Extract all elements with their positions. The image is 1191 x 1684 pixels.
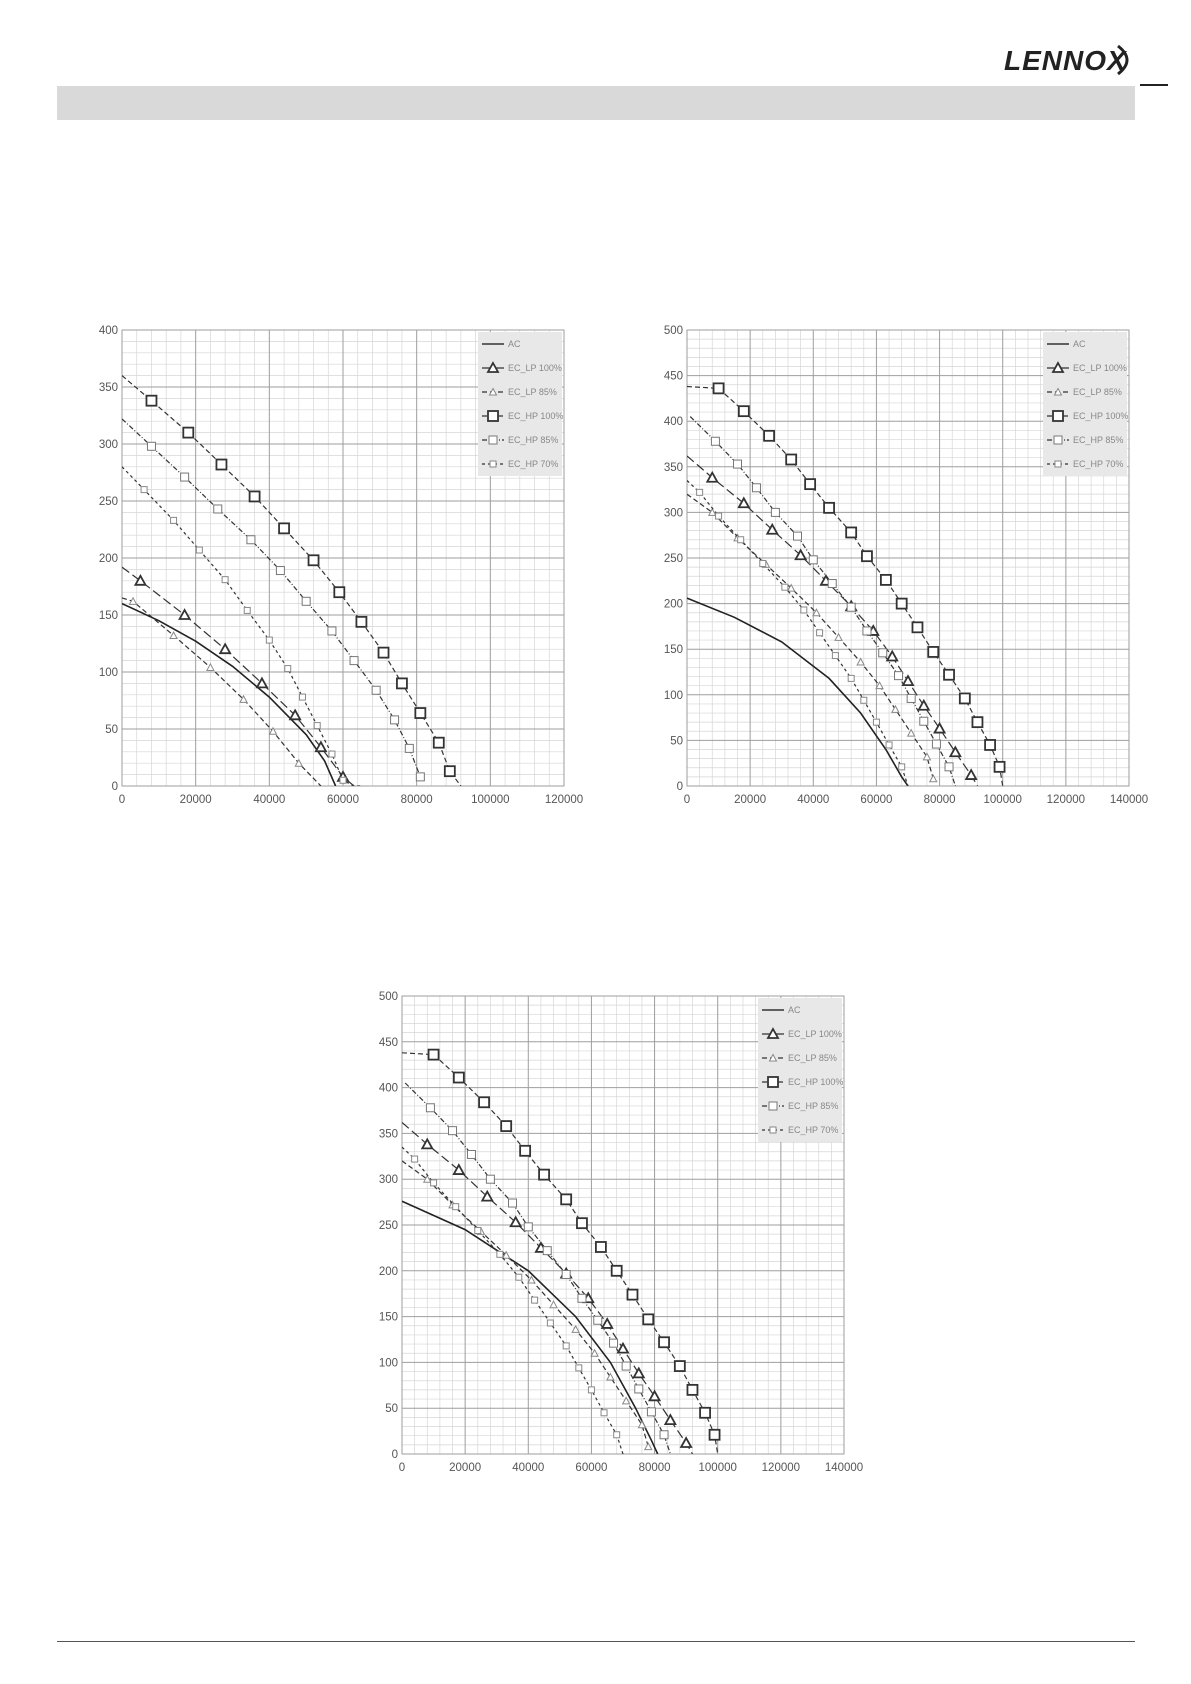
y-tick-label: 500 [378, 991, 398, 1003]
data-point [817, 630, 823, 636]
data-point [879, 649, 887, 657]
data-point [945, 763, 953, 771]
data-point [244, 607, 250, 613]
legend-label: AC [508, 339, 521, 349]
data-point [846, 527, 856, 537]
data-point [501, 1121, 511, 1131]
data-point [379, 648, 389, 658]
x-tick-label: 0 [398, 1462, 406, 1474]
data-point [563, 1343, 569, 1349]
y-tick-label: 50 [670, 735, 683, 748]
data-point [328, 627, 336, 635]
data-point [475, 1227, 481, 1233]
data-point [627, 1290, 637, 1300]
data-point [391, 716, 399, 724]
x-tick-label: 60000 [575, 1462, 608, 1474]
data-point [614, 1432, 620, 1438]
data-point [739, 406, 749, 416]
data-point [412, 1156, 418, 1162]
data-point [862, 551, 872, 561]
data-point [622, 1362, 630, 1370]
data-point [562, 1270, 570, 1278]
x-tick-label: 20000 [449, 1462, 482, 1474]
legend-label: EC_HP 70% [508, 459, 559, 469]
y-tick-label: 0 [676, 781, 683, 793]
x-tick-label: 100000 [698, 1462, 737, 1474]
data-point [912, 622, 922, 632]
y-tick-label: 100 [378, 1357, 398, 1370]
legend-label: EC_LP 85% [508, 387, 557, 397]
data-point [824, 503, 834, 513]
y-tick-label: 50 [105, 724, 118, 736]
data-point [801, 607, 807, 613]
fan-curve-chart-2 [663, 325, 1149, 810]
legend-marker [769, 1102, 777, 1110]
footer-rule [57, 1641, 1135, 1642]
x-tick-label: 60000 [860, 794, 893, 806]
x-tick-label: 100000 [471, 794, 510, 806]
data-point [760, 560, 766, 566]
data-point [479, 1097, 489, 1107]
data-point [886, 742, 892, 748]
data-point [146, 396, 156, 406]
data-point [588, 1387, 594, 1393]
x-tick-label: 20000 [734, 794, 767, 806]
data-point [350, 657, 358, 665]
legend-label: EC_HP 85% [1073, 435, 1124, 445]
x-tick-label: 80000 [638, 1462, 671, 1474]
legend-label: EC_LP 85% [788, 1053, 837, 1063]
data-point [543, 1247, 551, 1255]
data-point [647, 1408, 655, 1416]
legend-box [758, 998, 842, 1142]
x-tick-label: 120000 [1046, 794, 1086, 806]
y-tick-label: 200 [378, 1265, 398, 1278]
data-point [214, 505, 222, 513]
data-point [697, 489, 703, 495]
legend-label: EC_HP 85% [788, 1101, 839, 1111]
legend-marker [1054, 436, 1062, 444]
data-point [601, 1410, 607, 1416]
legend-label: EC_HP 70% [788, 1125, 839, 1135]
data-point [594, 1316, 602, 1324]
data-point [881, 575, 891, 585]
data-point [716, 513, 722, 519]
x-tick-label: 100000 [983, 794, 1022, 806]
data-point [276, 567, 284, 575]
y-tick-label: 250 [663, 553, 683, 565]
legend-marker [488, 411, 498, 421]
legend-label: EC_LP 100% [508, 363, 562, 373]
data-point [897, 599, 907, 609]
legend-label: EC_LP 100% [788, 1029, 842, 1039]
data-point [711, 437, 719, 445]
data-point [734, 460, 742, 468]
legend-marker [489, 436, 497, 444]
data-point [972, 717, 982, 727]
legend [478, 332, 563, 476]
y-tick-label: 350 [663, 461, 683, 474]
data-point [899, 764, 905, 770]
data-point [516, 1274, 522, 1280]
y-tick-label: 0 [391, 1449, 398, 1461]
data-point [960, 693, 970, 703]
data-point [250, 491, 260, 501]
data-point [847, 603, 855, 611]
data-point [147, 442, 155, 450]
legend-marker [1055, 461, 1061, 467]
legend [758, 998, 843, 1142]
x-tick-label: 0 [683, 794, 691, 806]
data-point [612, 1266, 622, 1276]
data-point [356, 617, 366, 627]
data-point [710, 1430, 720, 1440]
data-point [596, 1242, 606, 1252]
data-point [329, 751, 335, 757]
y-tick-label: 50 [385, 1403, 398, 1416]
legend-marker [490, 461, 496, 467]
data-point [181, 473, 189, 481]
data-point [895, 672, 903, 680]
data-point [416, 773, 424, 781]
y-tick-label: 450 [663, 370, 683, 383]
data-point [497, 1251, 503, 1257]
data-point [805, 479, 815, 489]
data-point [738, 537, 744, 543]
data-point [266, 637, 272, 643]
x-tick-label: 120000 [761, 1462, 801, 1474]
data-point [449, 1127, 457, 1135]
x-tick-label: 80000 [923, 794, 956, 806]
data-point [196, 547, 202, 553]
data-point [171, 517, 177, 523]
lennox-logo [1000, 40, 1140, 80]
y-tick-label: 500 [663, 325, 683, 337]
data-point [660, 1431, 668, 1439]
data-point [828, 580, 836, 588]
data-point [675, 1361, 685, 1371]
x-tick-label: 40000 [797, 794, 830, 806]
y-tick-label: 0 [111, 781, 118, 793]
data-point [995, 762, 1005, 772]
data-point [809, 556, 817, 564]
data-point [873, 719, 879, 725]
y-tick-label: 400 [98, 325, 118, 337]
data-point [782, 584, 788, 590]
y-tick-label: 250 [98, 496, 118, 508]
data-point [247, 536, 255, 544]
data-point [786, 455, 796, 465]
data-point [752, 484, 760, 492]
legend-label: EC_HP 70% [1073, 459, 1124, 469]
y-tick-label: 200 [663, 598, 683, 611]
x-tick-label: 60000 [327, 794, 359, 806]
x-tick-label: 40000 [253, 794, 286, 806]
y-tick-label: 300 [378, 1174, 398, 1187]
data-point [610, 1339, 618, 1347]
x-tick-label: 80000 [400, 794, 433, 806]
data-point [794, 532, 802, 540]
data-point [861, 697, 867, 703]
data-point [714, 383, 724, 393]
y-tick-label: 150 [663, 644, 683, 657]
data-point [429, 1050, 439, 1060]
legend-label: AC [1073, 339, 1086, 349]
data-point [764, 431, 774, 441]
legend-label: EC_HP 85% [508, 435, 559, 445]
data-point [434, 738, 444, 748]
data-point [141, 487, 147, 493]
data-point [426, 1104, 434, 1112]
data-point [467, 1150, 475, 1158]
fan-curve-chart-3 [378, 991, 864, 1478]
data-point [509, 1199, 517, 1207]
data-point [944, 670, 954, 680]
logo-text: LENNOX [1004, 45, 1127, 76]
data-point [372, 686, 380, 694]
data-point [643, 1314, 653, 1324]
y-tick-label: 150 [378, 1311, 398, 1324]
data-point [907, 694, 915, 702]
x-tick-label: 140000 [1109, 794, 1149, 806]
data-point [932, 740, 940, 748]
data-point [578, 1294, 586, 1302]
data-point [524, 1223, 532, 1231]
data-point [547, 1320, 553, 1326]
data-point [445, 766, 455, 776]
data-point [314, 723, 320, 729]
data-point [576, 1365, 582, 1371]
data-point [700, 1408, 710, 1418]
data-point [397, 678, 407, 688]
data-point [486, 1175, 494, 1183]
data-point [279, 523, 289, 533]
data-point [832, 653, 838, 659]
data-point [299, 694, 305, 700]
data-point [539, 1170, 549, 1180]
y-tick-label: 350 [98, 382, 118, 394]
legend-box [1043, 332, 1127, 476]
y-tick-label: 250 [378, 1220, 398, 1232]
legend-label: EC_HP 100% [508, 411, 564, 421]
x-tick-label: 0 [118, 794, 126, 806]
y-tick-label: 400 [663, 416, 683, 429]
legend-marker [770, 1127, 776, 1133]
y-tick-label: 400 [378, 1082, 398, 1095]
data-point [520, 1146, 530, 1156]
y-tick-label: 100 [98, 667, 118, 679]
legend-label: AC [788, 1005, 801, 1015]
y-tick-label: 300 [98, 439, 118, 451]
data-point [285, 666, 291, 672]
data-point [454, 1073, 464, 1083]
data-point [340, 777, 346, 783]
data-point [771, 508, 779, 516]
data-point [532, 1297, 538, 1303]
legend-label: EC_HP 100% [1073, 411, 1129, 421]
data-point [561, 1194, 571, 1204]
y-tick-label: 150 [98, 610, 118, 622]
y-tick-label: 300 [663, 507, 683, 520]
data-point [659, 1337, 669, 1347]
legend-label: EC_HP 100% [788, 1077, 844, 1087]
x-tick-label: 20000 [179, 794, 212, 806]
data-point [302, 597, 310, 605]
data-point [183, 428, 193, 438]
legend-label: EC_LP 100% [1073, 363, 1127, 373]
data-point [309, 555, 319, 565]
data-point [920, 717, 928, 725]
x-tick-label: 120000 [544, 794, 584, 806]
data-point [577, 1218, 587, 1228]
x-tick-label: 140000 [824, 1462, 864, 1474]
data-point [216, 460, 226, 470]
data-point [985, 740, 995, 750]
legend-marker [1053, 411, 1063, 421]
data-point [405, 744, 413, 752]
y-tick-label: 350 [378, 1128, 398, 1141]
data-point [635, 1385, 643, 1393]
data-point [687, 1385, 697, 1395]
corner-rule [1140, 84, 1168, 86]
data-point [848, 675, 854, 681]
y-tick-label: 100 [663, 689, 683, 702]
legend-marker [768, 1077, 778, 1087]
data-point [334, 587, 344, 597]
data-point [222, 577, 228, 583]
data-point [928, 647, 938, 657]
data-point [453, 1204, 459, 1210]
legend-label: EC_LP 85% [1073, 387, 1122, 397]
y-tick-label: 200 [98, 553, 118, 565]
data-point [431, 1180, 437, 1186]
x-tick-label: 40000 [512, 1462, 545, 1474]
header-bar [57, 86, 1135, 120]
data-point [415, 708, 425, 718]
legend-box [478, 332, 562, 476]
data-point [863, 627, 871, 635]
legend [1043, 332, 1128, 476]
fan-curve-chart-1 [98, 325, 584, 810]
y-tick-label: 450 [378, 1036, 398, 1049]
